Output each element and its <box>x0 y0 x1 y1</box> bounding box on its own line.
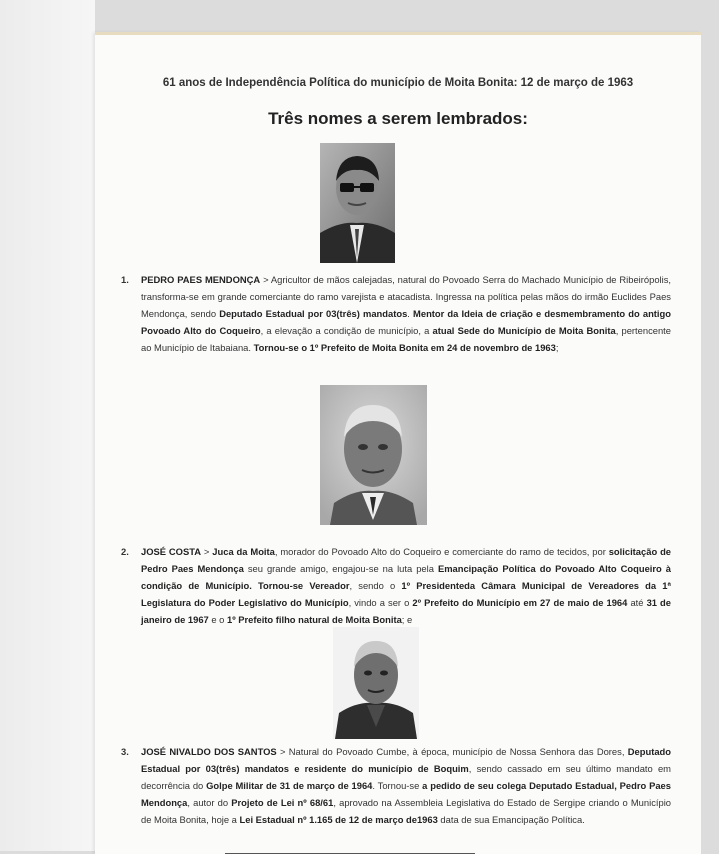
document-page <box>95 32 701 854</box>
entry-1-name: PEDRO PAES MENDONÇA <box>141 274 261 285</box>
page-margin-strip <box>0 0 95 851</box>
entry-3-number: 3. <box>121 746 129 757</box>
document-subtitle: Três nomes a serem lembrados: <box>268 109 528 128</box>
entry-1-number: 1. <box>121 274 129 285</box>
portrait-photo-pedro <box>320 143 395 263</box>
portrait-photo-jose-costa <box>320 385 427 525</box>
entry-2-number: 2. <box>121 546 129 557</box>
entry-2: 2. JOSÉ COSTA > Juca da Moita, morador do Povoado Alto do Coqueiro e comerciante do ramo de tecidos, por solicitação de Pedro Paes Mendonça seu grande amigo, engajou-se na luta pela Emancipação Política do Povoado Alto Coqueiro à condição de Município. Tornou-se Vereador, sendo o 1º Presidenteda Câmara Municipal de Vereadores da 1ª Legislatura do Poder Legislativo do Município, vindo a ser o 2º Prefeito do Município em 27 de maio de 1964 até 31 de janeiro de 1967 e o 1º Prefeito filho natural de Moita Bonita; e <box>141 543 671 628</box>
entry-3: 3. JOSÉ NIVALDO DOS SANTOS > Natural do Povoado Cumbe, à época, município de Nossa Senhora das Dores, Deputado Estadual por 03(três) mandatos e residente do município de Boquim, sendo cassado em seu último mandato em decorrência do Golpe Militar de 31 de março de 1964. Tornou-se a pedido de seu colega Deputado Estadual, Pedro Paes Mendonça, autor do Projeto de Lei nº 68/61, aprovado na Assembleia Legislativa do Estado de Sergipe criando o Município de Moita Bonita, hoje a Lei Estadual nº 1.165 de 12 de março de1963 data de sua Emancipação Política. <box>141 743 671 828</box>
entry-1: 1. PEDRO PAES MENDONÇA > Agricultor de mãos calejadas, natural do Povoado Serra do Machado Município de Ribeirópolis, transforma-se em grande comerciante do ramo varejista e atacadista. Ingressa na política pelas mãos do irmão Euclides Paes Mendonça, sendo Deputado Estadual por 03(três) mandatos. Mentor da Ideia de criação e desmembramento do antigo Povoado Alto do Coqueiro, a elevação a condição de município, a atual Sede do Município de Moita Bonita, pertencente ao Município de Itabaiana. Tornou-se o 1º Prefeito de Moita Bonita em 24 de novembro de 1963; <box>141 271 671 356</box>
document-header-title: 61 anos de Independência Política do município de Moita Bonita: 12 de março de 1963 <box>162 77 634 89</box>
entry-2-name: JOSÉ COSTA <box>141 546 202 557</box>
entry-3-name: JOSÉ NIVALDO DOS SANTOS <box>141 746 277 757</box>
portrait-photo-jose-nivaldo <box>333 627 419 739</box>
